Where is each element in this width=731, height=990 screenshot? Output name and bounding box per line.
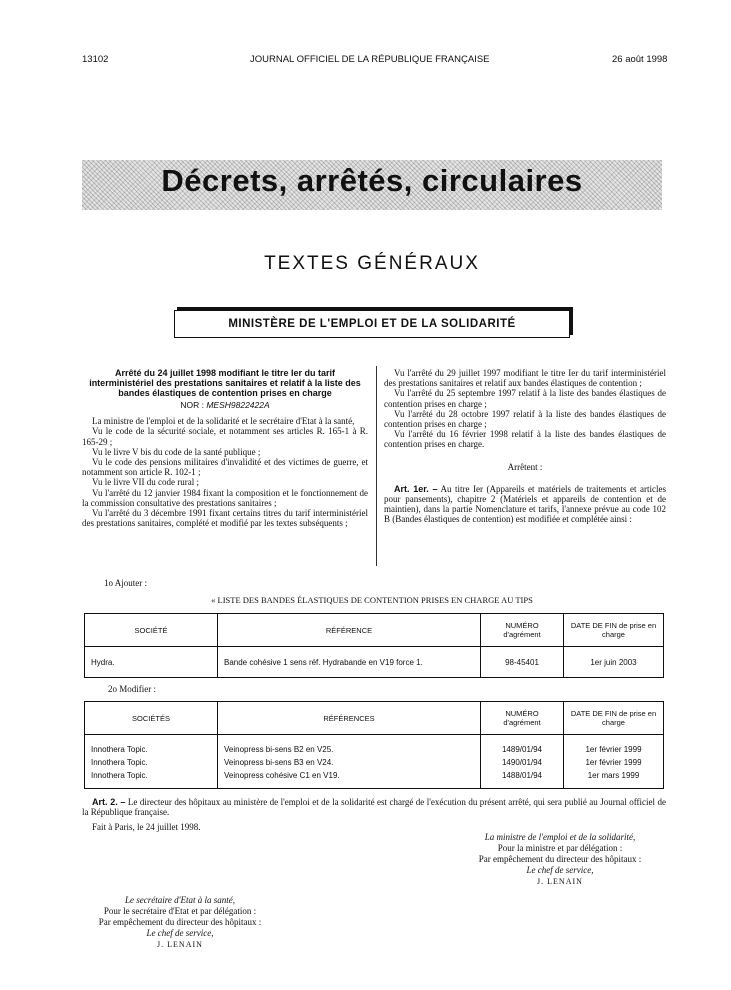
col-header: RÉFÉRENCES xyxy=(218,702,481,735)
nor-label: NOR : xyxy=(180,400,204,410)
cell: 1489/01/94 xyxy=(481,735,564,757)
col-header: RÉFÉRENCE xyxy=(218,614,481,647)
article-1 xyxy=(384,484,666,525)
article-1-text: Au titre Ier (Appareils et matériels de traitements et articles pour pansements), chapitre 2 (Matériels et appareils de contention et de maintien), dans la partie Nomenclature et tarifs, l'annexe prévue au code 102 B (Bandes élastiques de contention) est modifiée et complétée ainsi : xyxy=(384,483,666,525)
signature-line: Le chef de service, xyxy=(146,928,214,938)
col-header: NUMÉRO d'agrément xyxy=(481,614,564,647)
left-para: Vu le livre V bis du code de la santé publique ; xyxy=(92,446,261,457)
table-row xyxy=(85,756,664,769)
cell: 98-45401 xyxy=(481,647,564,678)
modifier-label: 2o Modifier : xyxy=(108,684,156,694)
section-title: TEXTES GÉNÉRAUX xyxy=(264,253,480,274)
ministry-box: MINISTÈRE DE L'EMPLOI ET DE LA SOLIDARITÉ xyxy=(174,310,570,338)
issue-date: 26 août 1998 xyxy=(612,54,668,65)
cell: Hydra. xyxy=(91,657,115,667)
article-2 xyxy=(82,797,666,817)
ajouter-table xyxy=(84,613,664,678)
signature-name: J. LENAIN xyxy=(157,940,203,949)
signature-line: Pour le secrétaire d'Etat et par délégation : xyxy=(103,906,257,916)
signature-name: J. LENAIN xyxy=(537,877,583,886)
left-para: Vu l'arrêté du 12 janvier 1984 fixant la composition et le fonctionnement de la commission consultative des prestations sanitaires ; xyxy=(82,487,368,508)
nor-line xyxy=(82,400,368,410)
table-row xyxy=(85,647,664,678)
col-header: DATE DE FIN de prise en charge xyxy=(564,614,664,647)
modifier-table xyxy=(84,701,664,789)
page-number: 13102 xyxy=(82,54,109,65)
table-header-row xyxy=(85,702,664,735)
col-header: DATE DE FIN de prise en charge xyxy=(564,702,664,735)
cell: 1488/01/94 xyxy=(481,769,564,789)
left-para: Vu le code des pensions militaires d'invalidité et des victimes de guerre, et notamment son article R. 102-1 ; xyxy=(82,457,368,478)
article-1-label: Art. 1er. – xyxy=(394,483,438,494)
column-divider xyxy=(376,366,377,566)
article-2-label: Art. 2. – xyxy=(92,797,126,807)
right-para: Vu l'arrêté du 29 juillet 1997 modifiant le titre Ier du tarif interministériel des prestations sanitaires et relatif aux bandes élastiques de contention ; xyxy=(384,368,666,389)
left-para: Vu le code de la sécurité sociale, et notamment ses articles R. 165-1 à R. 165-29 ; xyxy=(82,426,368,447)
signature-line: La ministre de l'emploi et de la solidarité, xyxy=(484,832,636,842)
cell: 1er février 1999 xyxy=(564,735,664,757)
table-row xyxy=(85,769,664,789)
left-column xyxy=(82,368,368,528)
cell: Veinopress cohésive C1 en V19. xyxy=(218,769,481,789)
right-para: Vu l'arrêté du 16 février 1998 relatif à la liste des bandes élastiques de contention prises en charge. xyxy=(384,429,666,450)
cell: 1er juin 2003 xyxy=(564,647,664,678)
cell: Bande cohésive 1 sens réf. Hydrabande en V19 force 1. xyxy=(218,647,481,678)
cell: 1490/01/94 xyxy=(481,756,564,769)
signature-line: Le secrétaire d'Etat à la santé, xyxy=(124,895,236,905)
cell: Innothera Topic. xyxy=(91,771,148,780)
cell: Veinopress bi-sens B2 en V25. xyxy=(218,735,481,757)
left-para: Vu l'arrêté du 3 décembre 1991 fixant certains titres du tarif interministériel des prestations sanitaires, complété et modifié par les textes subséquents ; xyxy=(82,508,368,529)
cell: 1er février 1999 xyxy=(564,756,664,769)
cell: Veinopress bi-sens B3 en V24. xyxy=(218,756,481,769)
right-para: Vu l'arrêté du 28 octobre 1997 relatif à la liste des bandes élastiques de contention prises en charge ; xyxy=(384,408,666,430)
cell: 1er mars 1999 xyxy=(564,769,664,789)
table-header-row xyxy=(85,614,664,647)
arretent: Arrêtent : xyxy=(507,461,543,472)
arrete-title: Arrêté du 24 juillet 1998 modifiant le titre Ier du tarif interministériel des prestations sanitaires et relatif à la liste des bandes élastiques de contention prises en charge xyxy=(89,368,361,398)
signature-line: Pour la ministre et par délégation : xyxy=(497,843,623,853)
table-row xyxy=(85,735,664,757)
place-date: Fait à Paris, le 24 juillet 1998. xyxy=(92,822,201,832)
cell: Innothera Topic. xyxy=(91,758,148,767)
right-column xyxy=(384,368,666,525)
signature-line: Par empêchement du directeur des hôpitaux : xyxy=(478,854,642,864)
signature-right xyxy=(440,832,680,887)
signature-line: Le chef de service, xyxy=(526,865,594,875)
col-header: SOCIÉTÉ xyxy=(134,625,168,635)
right-para: Vu l'arrêté du 25 septembre 1997 relatif à la liste des bandes élastiques de contention prises en charge ; xyxy=(384,388,666,409)
signature-line: Par empêchement du directeur des hôpitaux : xyxy=(98,917,262,927)
col-header: NUMÉRO d'agrément xyxy=(481,702,564,735)
nor-code: MESH9822422A xyxy=(206,400,270,410)
ajouter-label: 1o Ajouter : xyxy=(104,578,147,588)
left-para: La ministre de l'emploi et de la solidarité et le secrétaire d'Etat à la santé, xyxy=(92,416,355,427)
cell: Innothera Topic. xyxy=(91,745,148,754)
signature-left xyxy=(60,895,300,950)
article-2-text: Le directeur des hôpitaux au ministère de l'emploi et de la solidarité est chargé de l'exécution du présent arrêté, qui sera publié au Journal officiel de la République française. xyxy=(82,797,667,818)
col-header: SOCIÉTÉS xyxy=(132,713,170,723)
journal-title: JOURNAL OFFICIEL DE LA RÉPUBLIQUE FRANÇAISE xyxy=(250,54,490,65)
banner-title: Décrets, arrêtés, circulaires xyxy=(161,163,583,198)
list-title: « LISTE DES BANDES ÉLASTIQUES DE CONTENTION PRISES EN CHARGE AU TIPS xyxy=(211,595,533,605)
left-para: Vu le livre VII du code rural ; xyxy=(92,477,200,488)
